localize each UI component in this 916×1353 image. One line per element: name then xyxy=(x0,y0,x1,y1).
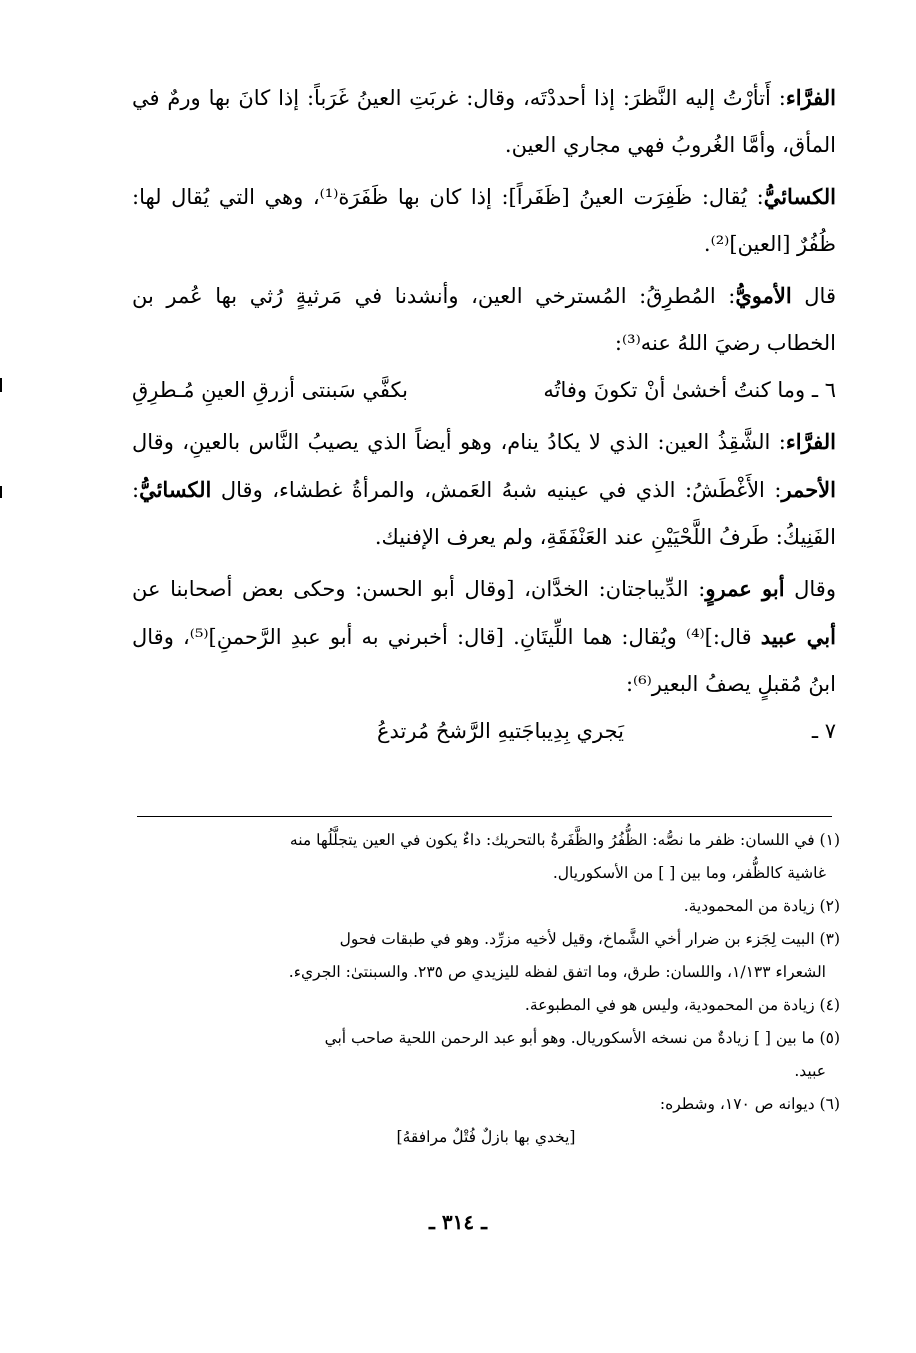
footnote-4: (٤) زيادة من المحمودية، وليس هو في المطبوعة. xyxy=(524,996,840,1014)
paragraph-kisai-1 xyxy=(132,173,836,268)
footnote-1-continuation: غاشية كالظُّفر، وما بين [ ] من الأسكوريال. xyxy=(552,864,826,882)
footnote-2: (٢) زيادة من المحمودية. xyxy=(683,897,840,915)
speaker-label: أبو عمروٍ xyxy=(705,576,785,601)
speaker-label: الفرَّاء xyxy=(785,85,836,110)
verse-hemistich: يَجري بِدِيباجَتيهِ الرَّشحُ مُرتدعُ xyxy=(376,719,624,743)
footnotes xyxy=(132,824,840,1154)
paragraph-prefix: قال xyxy=(791,284,836,308)
footnote-5-continuation: عبيد. xyxy=(794,1062,826,1080)
verse-number: ٧ ـ xyxy=(811,719,836,743)
speaker-label: الفرَّاء xyxy=(785,429,836,454)
footnote-1: (١) في اللسان: ظفر ما نصُّه: الظُّفُرُ والظَّفَرةُ بالتحريك: داءٌ يكون في العين يتجلَّلُها منه xyxy=(289,831,840,849)
verse-number: ٦ ـ xyxy=(811,378,836,402)
scan-edge-mark xyxy=(0,378,2,392)
verse-7 xyxy=(132,708,836,755)
paragraph-umawi xyxy=(132,272,836,367)
paragraph-farra-2: الفرَّاء: الشَّقِذُ العين: الذي لا يكادُ ينام، وهو أيضاً الذي يصيبُ النَّاس بالعينِ، وقال الأحمر: الأَغْطَشُ: الذي في عينيه شبهُ العَمش، والمرأةُ غطشاء، وقال الكسائيُّ: الفَنِيكُ: طَرفُ اللَّحْيَيْنِ عند العَنْفَقَةِ، ولم يعرف الإفنيك. xyxy=(132,429,836,549)
speaker-label: الكسائيُّ xyxy=(763,184,837,209)
verse-first-hemistich: ٦ ـ وما كنتُ أخشىٰ أنْ تكونَ وفاتُه xyxy=(543,378,836,402)
page-number: ـ ٣١٤ ـ xyxy=(429,1210,487,1234)
verse-6 xyxy=(132,367,836,414)
paragraph-text: : أَتأرْتُ إليه النَّظرَ: إذا أحددْتَه، وقال: غربَتِ العينُ غَرَباً: إذا كانَ بها ورمٌ في المأق، وأمَّا الغُروبُ فهي مجاري العين. xyxy=(132,86,836,157)
paragraph-farra-1 xyxy=(132,74,836,169)
footnote-6-verse: [يخدي بها بازلٌ فُتْلٌ مرافقهُ] xyxy=(396,1128,576,1146)
main-text xyxy=(132,74,836,755)
speaker-label: أبي عبيد xyxy=(760,624,836,649)
paragraph-abu-amr: وقال أبو عمروٍ: الدِّيباجتان: الخدَّان، [وقال أبو الحسن: وحكى بعض أصحابنا عن أبي عبيد قال:]⁽⁴⁾ ويُقال: هما اللِّيتَانِ. [قال: أخبرني به أبو عبدِ الرَّحمنِ]⁽⁵⁾، وقال ابنُ مُقبلٍ يصفُ البعير⁽⁶⁾: xyxy=(132,576,836,696)
speaker-label: الكسائيُّ xyxy=(139,477,212,502)
scan-edge-mark xyxy=(0,486,2,498)
footnote-5: (٥) ما بين [ ] زيادةٌ من نسخه الأسكوريال. وهو أبو عبد الرحمن اللحية صاحب أبي xyxy=(324,1029,840,1047)
paragraph-text: : يُقال: ظَفِرَت العينُ [ظَفَراً]: إذا كان بها ظَفَرَة⁽¹⁾، وهي التي يُقال لها: ظُفُرٌ [العين]⁽²⁾. xyxy=(132,185,836,256)
footnote-divider xyxy=(137,816,832,817)
footnote-6: (٦) ديوانه ص ١٧٠، وشطره: xyxy=(659,1095,840,1113)
speaker-label: الأحمر xyxy=(781,477,836,502)
footnote-3-continuation: الشعراء ١/١٣٣، واللسان: طرق، وما اتفق لفظه لليزيدي ص ٢٣٥. والسبنتىٰ: الجريء. xyxy=(288,963,826,981)
speaker-label: الأمويُّ xyxy=(735,283,792,308)
footnote-3: (٣) البيت لِجَزء بن ضرار أخي الشَّماخ، وقيل لأخيه مزرِّد. وهو في طبقات فحول xyxy=(339,930,840,948)
paragraph-text: : المُطرِقُ: المُسترخي العين، وأنشدنا في مَرثيةٍ رُثي بها عُمر بن الخطاب رضيَ اللهُ عنه⁽³⁾: xyxy=(132,284,836,355)
verse-second-hemistich: بكفَّي سَبنتى أزرقِ العينِ مُـطرِقِ xyxy=(132,378,408,402)
